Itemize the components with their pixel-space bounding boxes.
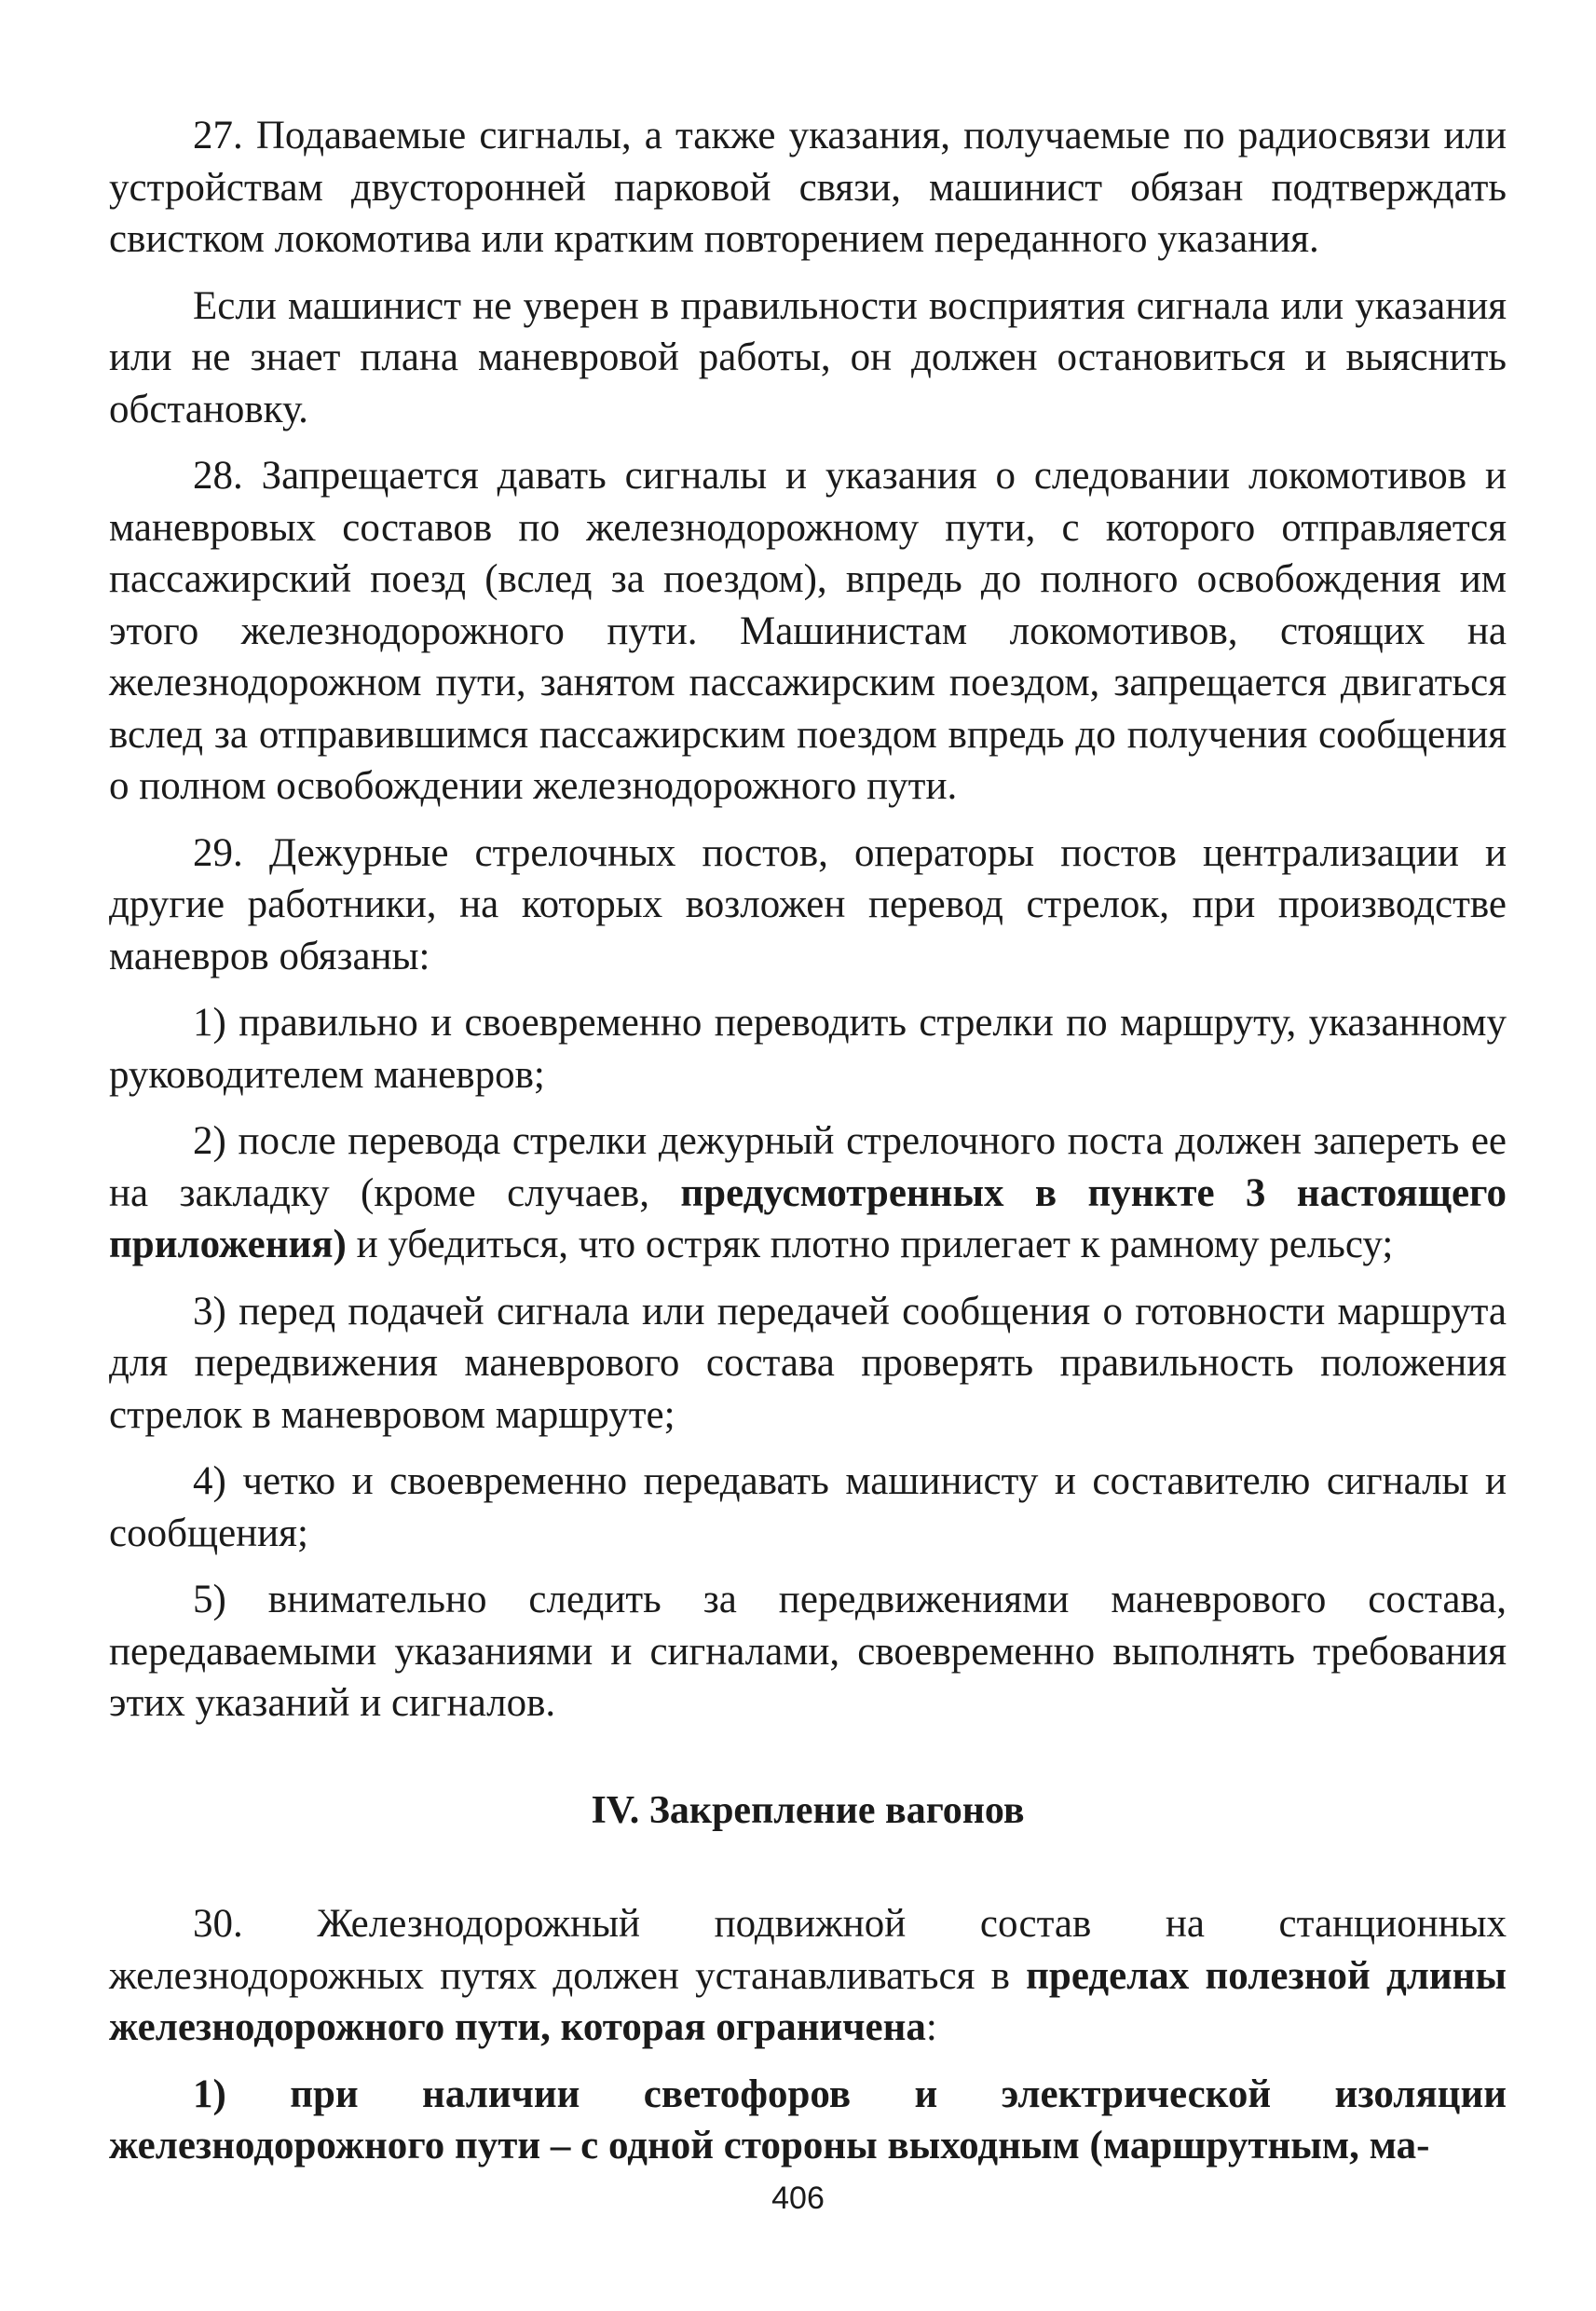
paragraph-27: 27. Подаваемые сигналы, а также указания, получаемые по радиосвязи или устройствам двусторонней парковой связи, машинист обязан подтверждать свистком локомотива или кратким повторением переданного указания. (109, 114, 1507, 261)
paragraph-30-item-1: 1) при наличии светофоров и электрической изоляции железнодорожного пути – с одной стороны выходным (маршрутным, ма- (109, 2072, 1507, 2167)
paragraph-28: 28. Запрещается давать сигналы и указания о следовании локомотивов и маневровых составов по железнодорожному пути, с которого отправляется пассажирский поезд (вслед за поездом), впредь до полного освобождения им этого железнодорожного пути. Машинистам локомотивов, стоящих на железнодорожном пути, занятом пассажирским поездом, запрещается двигаться вслед за отправившимся пассажирским поездом впредь до получения сообщения о полном освобождении железнодорожного пути. (109, 454, 1507, 808)
list-item-4: 4) четко и своевременно передавать машинисту и составителю сигналы и сообщения; (109, 1459, 1507, 1555)
page-number: 406 (771, 2181, 825, 2216)
list-item-2-bold-reference: предусмотренных в пункте 3 настоящего приложения) (109, 1170, 1507, 1266)
paragraph-30-text-b: : (925, 2005, 937, 2049)
list-item-1: 1) правильно и своевременно переводить стрелки по маршруту, указанному руководителем маневров; (109, 1001, 1507, 1097)
list-item-3: 3) перед подачей сигнала или передачей сообщения о готовности маршрута для передвижения маневрового состава проверять правильность положения стрелок в маневровом маршруте; (109, 1289, 1507, 1437)
paragraph-30-text-a: 30. Железнодорожный подвижной состав на станционных железнодорожных путях должен устанавливаться в (109, 1902, 1507, 1998)
paragraph-27-continued: Если машинист не уверен в правильности восприятия сигнала или указания или не знает плана маневровой работы, он должен остановиться и выяснить обстановку. (109, 283, 1507, 431)
paragraph-30-bold: пределах полезной длины железнодорожного пути, которая ограничена (109, 1953, 1507, 2049)
section-heading: IV. Закрепление вагонов (591, 1788, 1025, 1832)
list-item-5: 5) внимательно следить за передвижениями маневрового состава, передаваемыми указаниями и сигналами, своевременно выполнять требования этих указаний и сигналов. (109, 1578, 1507, 1725)
list-item-2 (109, 1115, 1507, 1271)
paragraph-30 (109, 1898, 1507, 2054)
list-item-2-text-a: 2) после перевода стрелки дежурный стрелочного поста должен запереть ее на закладку (кроме случаев, (109, 1119, 1507, 1215)
paragraph-29: 29. Дежурные стрелочных постов, операторы постов централизации и другие работники, на которых возложен перевод стрелок, при производстве маневров обязаны: (109, 830, 1507, 978)
list-item-2-text-b: и убедиться, что остряк плотно прилегает к рамному рельсу; (346, 1223, 1394, 1266)
